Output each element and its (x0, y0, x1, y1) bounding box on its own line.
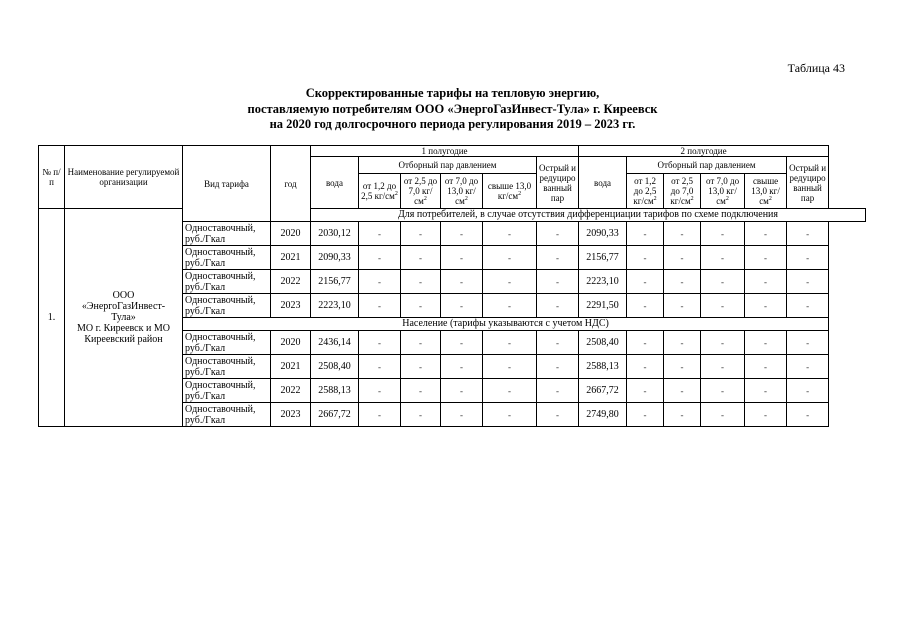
empty-cell-dash: - (483, 246, 537, 270)
empty-cell-dash: - (745, 379, 787, 403)
empty-cell-dash: - (537, 331, 579, 355)
tariff-year: 2020 (271, 222, 311, 246)
half2-water-tariff: 2223,10 (579, 270, 627, 294)
empty-cell-dash: - (359, 403, 401, 427)
empty-cell-dash: - (787, 403, 829, 427)
half1-water-tariff: 2588,13 (311, 379, 359, 403)
empty-cell-dash: - (745, 403, 787, 427)
empty-cell-dash: - (537, 246, 579, 270)
half2-water-tariff: 2749,80 (579, 403, 627, 427)
tariff-year: 2022 (271, 379, 311, 403)
empty-cell-dash: - (483, 403, 537, 427)
empty-cell-dash: - (441, 331, 483, 355)
empty-cell-dash: - (537, 379, 579, 403)
half2-water-tariff: 2090,33 (579, 222, 627, 246)
empty-cell-dash: - (483, 222, 537, 246)
empty-cell-dash: - (401, 270, 441, 294)
empty-cell-dash: - (664, 355, 701, 379)
empty-cell-dash: - (359, 379, 401, 403)
empty-cell-dash: - (401, 222, 441, 246)
empty-cell-dash: - (401, 246, 441, 270)
empty-cell-dash: - (701, 246, 745, 270)
tariff-type: Одноставочный, руб./Гкал (183, 355, 271, 379)
tariff-type: Одноставочный, руб./Гкал (183, 246, 271, 270)
organization-name (65, 209, 183, 427)
header-steam-1: Отборный пар давлением (359, 157, 537, 174)
header-pressure-2: от 2,5 до 7,0 $кг/см^2$ (401, 174, 441, 209)
half1-water-tariff: 2156,77 (311, 270, 359, 294)
organization-name-line: «ЭнергоГазИнвест- (81, 301, 166, 312)
half1-water-tariff: 2090,33 (311, 246, 359, 270)
tariff-year: 2023 (271, 403, 311, 427)
empty-cell-dash: - (787, 331, 829, 355)
organization-name-line: Киреевский район (84, 334, 163, 345)
empty-cell-dash: - (401, 355, 441, 379)
title-line: поставляемую потребителям ООО «ЭнергоГазИнвест-Тула» г. Киреевск (247, 101, 658, 116)
empty-cell-dash: - (537, 403, 579, 427)
empty-cell-dash: - (441, 222, 483, 246)
empty-cell-dash: - (627, 403, 664, 427)
header-pressure-3: от 7,0 до 13,0 $кг/см^2$ (441, 174, 483, 209)
empty-cell-dash: - (627, 294, 664, 318)
empty-cell-dash: - (359, 246, 401, 270)
empty-cell-dash: - (537, 270, 579, 294)
empty-cell-dash: - (701, 222, 745, 246)
header-water-2: вода (579, 157, 627, 209)
tariff-type: Одноставочный, руб./Гкал (183, 403, 271, 427)
empty-cell-dash: - (745, 246, 787, 270)
empty-cell-dash: - (483, 379, 537, 403)
empty-cell-dash: - (441, 403, 483, 427)
empty-cell-dash: - (701, 403, 745, 427)
header-tariff-type: Вид тарифа (183, 146, 271, 222)
title-line: на 2020 год долгосрочного периода регулирования 2019 – 2023 гг. (269, 117, 636, 131)
empty-cell-dash: - (787, 270, 829, 294)
tariff-year: 2023 (271, 294, 311, 318)
tariff-type: Одноставочный, руб./Гкал (183, 331, 271, 355)
empty-cell-dash: - (441, 294, 483, 318)
empty-cell-dash: - (401, 403, 441, 427)
empty-cell-dash: - (664, 270, 701, 294)
empty-cell-dash: - (441, 246, 483, 270)
header-pressure-2: от 2,5 до 7,0 $кг/см^2$ (664, 174, 701, 209)
half2-water-tariff: 2156,77 (579, 246, 627, 270)
empty-cell-dash: - (787, 294, 829, 318)
empty-cell-dash: - (537, 294, 579, 318)
organization-name-line: Тула» (111, 312, 136, 323)
empty-cell-dash: - (441, 379, 483, 403)
header-sharp-steam-1: Острый и редуциро ванный пар (537, 157, 579, 209)
tariff-year: 2021 (271, 355, 311, 379)
tariff-type: Одноставочный, руб./Гкал (183, 270, 271, 294)
organization-name-line: МО г. Киреевск и МО (77, 323, 170, 334)
empty-cell-dash: - (664, 222, 701, 246)
empty-cell-dash: - (359, 294, 401, 318)
empty-cell-dash: - (401, 294, 441, 318)
header-pressure-4: свыше 13,0 $кг/см^2$ (745, 174, 787, 209)
empty-cell-dash: - (359, 355, 401, 379)
empty-cell-dash: - (664, 403, 701, 427)
header-year: год (271, 146, 311, 222)
half2-water-tariff: 2508,40 (579, 331, 627, 355)
empty-cell-dash: - (401, 331, 441, 355)
empty-cell-dash: - (627, 246, 664, 270)
half2-water-tariff: 2588,13 (579, 355, 627, 379)
half1-water-tariff: 2508,40 (311, 355, 359, 379)
empty-cell-dash: - (441, 355, 483, 379)
empty-cell-dash: - (537, 355, 579, 379)
empty-cell-dash: - (787, 355, 829, 379)
empty-cell-dash: - (701, 294, 745, 318)
half1-water-tariff: 2223,10 (311, 294, 359, 318)
tariff-type: Одноставочный, руб./Гкал (183, 379, 271, 403)
header-pressure-4: свыше 13,0 $кг/см^2$ (483, 174, 537, 209)
empty-cell-dash: - (359, 270, 401, 294)
section-label: Для потребителей, в случае отсутствия дифференциации тарифов по схеме подключения (311, 209, 866, 222)
half2-water-tariff: 2667,72 (579, 379, 627, 403)
header-steam-2: Отборный пар давлением (627, 157, 787, 174)
empty-cell-dash: - (627, 379, 664, 403)
tariff-type: Одноставочный, руб./Гкал (183, 294, 271, 318)
empty-cell-dash: - (359, 331, 401, 355)
empty-cell-dash: - (483, 355, 537, 379)
empty-cell-dash: - (701, 379, 745, 403)
empty-cell-dash: - (627, 355, 664, 379)
table-number: Таблица 43 (787, 61, 845, 75)
empty-cell-dash: - (441, 270, 483, 294)
empty-cell-dash: - (745, 331, 787, 355)
tariff-year: 2022 (271, 270, 311, 294)
empty-cell-dash: - (701, 270, 745, 294)
tariff-year: 2020 (271, 331, 311, 355)
row-number: 1. (39, 209, 65, 427)
half1-water-tariff: 2030,12 (311, 222, 359, 246)
empty-cell-dash: - (745, 294, 787, 318)
header-sharp-steam-2: Острый и редуциро ванный пар (787, 157, 829, 209)
empty-cell-dash: - (664, 246, 701, 270)
half2-water-tariff: 2291,50 (579, 294, 627, 318)
header-num: № п/п (39, 146, 65, 209)
header-pressure-3: от 7,0 до 13,0 $кг/см^2$ (701, 174, 745, 209)
half1-water-tariff: 2436,14 (311, 331, 359, 355)
empty-cell-dash: - (627, 222, 664, 246)
empty-cell-dash: - (701, 331, 745, 355)
tariff-table (38, 145, 866, 427)
empty-cell-dash: - (664, 379, 701, 403)
organization-name-line: ООО (112, 290, 135, 301)
header-org: Наименование регулируемой организации (65, 146, 183, 209)
header-half-2: 2 полугодие (579, 146, 829, 157)
empty-cell-dash: - (787, 379, 829, 403)
empty-cell-dash: - (745, 270, 787, 294)
empty-cell-dash: - (664, 331, 701, 355)
empty-cell-dash: - (483, 294, 537, 318)
empty-cell-dash: - (627, 270, 664, 294)
tariff-year: 2021 (271, 246, 311, 270)
header-water-1: вода (311, 157, 359, 209)
empty-cell-dash: - (627, 331, 664, 355)
empty-cell-dash: - (483, 331, 537, 355)
header-pressure-1: от 1,2 до 2,5 $кг/см^2$ (627, 174, 664, 209)
empty-cell-dash: - (537, 222, 579, 246)
half1-water-tariff: 2667,72 (311, 403, 359, 427)
empty-cell-dash: - (701, 355, 745, 379)
section-label: Население (тарифы указываются с учетом НДС) (183, 318, 829, 331)
header-pressure-1: от 1,2 до 2,5 $кг/см^2$ (359, 174, 401, 209)
empty-cell-dash: - (745, 222, 787, 246)
empty-cell-dash: - (401, 379, 441, 403)
title-line: Скорректированные тарифы на тепловую энергию, (305, 86, 600, 100)
empty-cell-dash: - (745, 355, 787, 379)
table-title (0, 86, 905, 133)
empty-cell-dash: - (787, 222, 829, 246)
tariff-type: Одноставочный, руб./Гкал (183, 222, 271, 246)
empty-cell-dash: - (483, 270, 537, 294)
empty-cell-dash: - (359, 222, 401, 246)
empty-cell-dash: - (787, 246, 829, 270)
header-half-1: 1 полугодие (311, 146, 579, 157)
empty-cell-dash: - (664, 294, 701, 318)
